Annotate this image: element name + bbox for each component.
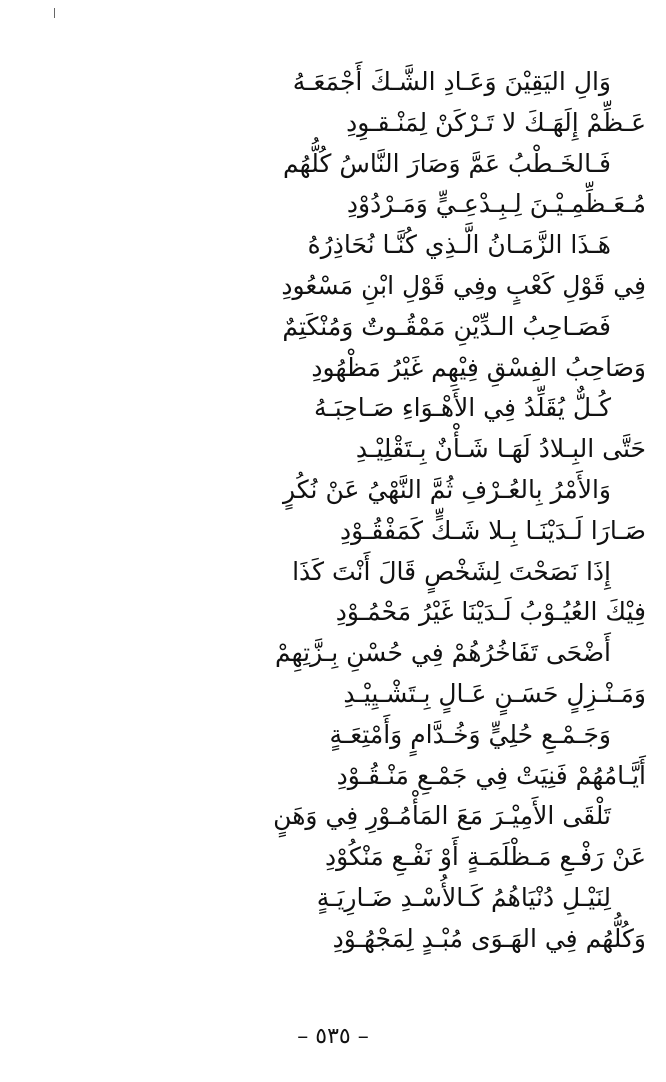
verse-line: فِيْكَ العُيُـوْبُ لَـدَيْنَا غَيْرُ مَحْمُـوْدِ (335, 597, 646, 627)
verse-line: وَالِ اليَقِيْنَ وَعَـادِ الشَّـكَ أَجْمَعَـهُ (292, 67, 611, 96)
verse-line: فِي قَوْلِ كَعْبٍ وفِي قَوْلِ ابْنِ مَسْعُودِ (281, 270, 646, 300)
verse-line: إِذَا نَصَحْتَ لِشَخْصٍ قَالَ أَنْتَ كَذَا (292, 556, 611, 586)
verse-line: عَـظِّمْ إِلَهَـكَ لا تَـرْكَنْ لِمَنْـقـوِدِ (346, 107, 646, 137)
verse-line: حَتَّى البِـلادُ لَهَـا شَـأْنٌ بِـتَقْلِيْـدِ (355, 434, 646, 464)
verse-line: صَـارَا لَـدَيْنَـا بِـلا شَـكٍّ كَمَفْقُـوْدِ (339, 515, 646, 545)
verse-line: عَنْ رَفْـعِ مَـظْلَمَـةٍ أَوْ نَفْـعِ مَنْكُوْدِ (324, 842, 646, 872)
verse-line: فَصَـاحِبُ الـدِّيْنِ مَمْقُـوتٌ وَمُنْكَتِمٌ (282, 311, 611, 341)
verse-line: هَـذَا الزَّمَـانُ الَّـذِي كُنَّـا نُحَاذِرُهُ (307, 230, 611, 260)
verse-line: مُـعَـظِّمِـيْـنَ لِـبِـدْعِـيٍّ وَمَـرْدُوْدِ (346, 189, 646, 219)
verse-line: أَيَّـامُهُمْ فَنِيَتْ فِي جَمْـعِ مَنْـقُـوْدِ (336, 760, 646, 790)
verse-line: لِنَيْـلِ دُنْيَاهُمُ كَـالأُسْـدِ ضَـارِيَـةٍ (316, 882, 611, 912)
verse-line: وَكُلُّهُم فِي الهَـوَى مُبْـدٍ لِمَجْهُـوْدِ (332, 923, 646, 953)
verse-line: فَـالخَـطْبُ عَمَّ وَصَارَ النَّاسُ كُلُّهُم (283, 148, 611, 178)
poem-body (0, 62, 666, 960)
verse-line: وَالأَمْرُ بِالعُـرْفِ ثُمَّ النَّهْيُ عَنْ نُكُرٍ (282, 474, 611, 504)
scan-mark (54, 8, 55, 18)
verse-line: وَجَـمْـعِ حُلِيٍّ وَخُـدَّامٍ وَأَمْتِعَـةٍ (329, 719, 611, 749)
verse-line: وَمَـنْـزِلٍ حَسَـنٍ عَـالٍ بِـتَشْـيِيْـدِ (343, 678, 646, 708)
verse-line: كُـلٌّ يُقَلِّدُ فِي الأَهْـوَاءِ صَـاحِبَـهُ (314, 393, 611, 423)
verse-line: وَصَاحِبُ الفِسْقِ فِيْهِم غَيْرُ مَظْهُودِ (311, 352, 646, 382)
page-number: – ٥٣٥ – (297, 1024, 369, 1049)
verse-line: أَضْحَى تَفَاخُرُهُمْ فِي حُسْنِ بِـزَّتِهِمْ (275, 638, 611, 668)
verse-line: تَلْقَى الأَمِيْـرَ مَعَ المَأْمُـوْرِ فِي وَهَنٍ (273, 801, 611, 831)
